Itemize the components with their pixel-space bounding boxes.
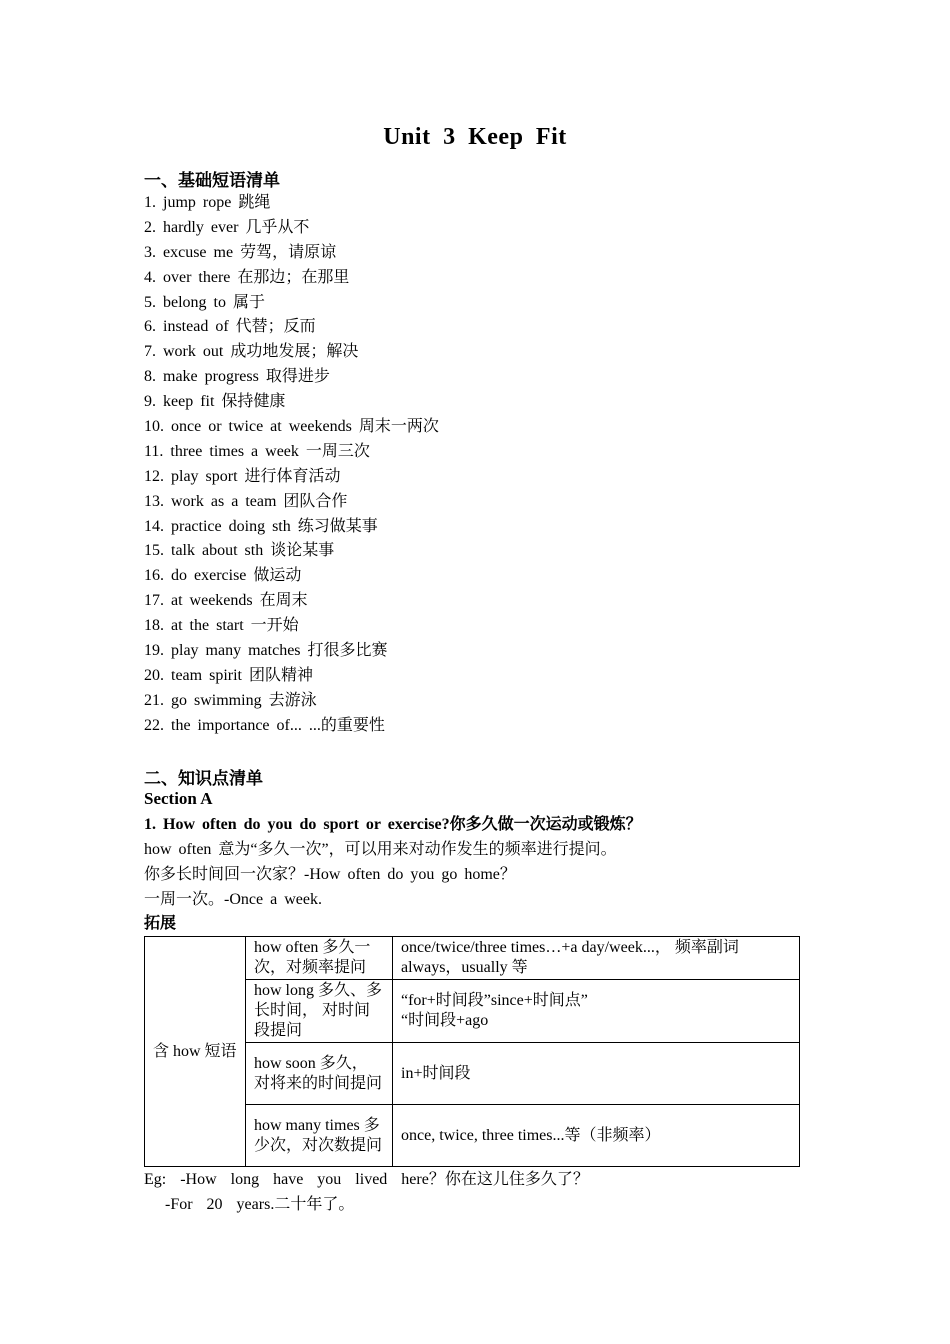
- phrase-list: [144, 191, 439, 739]
- table-phrase-cell: how long 多久、多长时间， 对时间段提问: [246, 980, 393, 1043]
- phrase-item: 9. keep fit 保持健康: [144, 393, 286, 411]
- phrase-item: 22. the importance of... ...的重要性: [144, 716, 385, 734]
- phrase-item: 10. once or twice at weekends 周末一两次: [144, 418, 439, 436]
- point1-title: 1. How often do you do sport or exercise?你多久做一次运动或锻炼？: [144, 816, 642, 833]
- phrase-item: 18. at the start 一开始: [144, 617, 299, 635]
- phrase-item: 20. team spirit 团队精神: [144, 666, 313, 684]
- phrase-item: 8. make progress 取得进步: [144, 368, 330, 386]
- table-usage-cell: once, twice, three times...等（非频率）: [393, 1105, 800, 1167]
- how-phrases-table: [144, 936, 800, 1167]
- table-phrase-cell: how soon 多久， 对将来的时间提问: [246, 1043, 393, 1105]
- point1-line: 一周一次。-Once a week.: [144, 891, 322, 908]
- section-a-label: Section A: [144, 789, 213, 808]
- phrase-item: 12. play sport 进行体育活动: [144, 467, 341, 485]
- point1-line: how often 意为“多久一次”，可以用来对动作发生的频率进行提问。: [144, 841, 617, 858]
- phrase-item: 15. talk about sth 谈论某事: [144, 542, 335, 560]
- phrase-item: 19. play many matches 打很多比赛: [144, 642, 388, 660]
- phrase-item: 3. excuse me 劳驾，请原谅: [144, 243, 337, 261]
- phrase-item: 21. go swimming 去游泳: [144, 691, 317, 709]
- phrase-item: 5. belong to 属于: [144, 293, 265, 311]
- extension-label: 拓展: [144, 915, 177, 932]
- table-usage-cell: once/twice/three times…+a day/week...， 频率副词 always，usually 等: [393, 937, 800, 980]
- phrase-item: 4. over there 在那边；在那里: [144, 268, 350, 286]
- phrase-item: 7. work out 成功地发展；解决: [144, 343, 359, 361]
- point1-line: 你多长时间回一次家？-How often do you go home？: [144, 866, 516, 883]
- table-phrase-cell: how many times 多少次，对次数提问: [246, 1105, 393, 1167]
- table-usage-cell: “for+时间段”since+时间点” “时间段+ago: [393, 980, 800, 1043]
- example-line: -For 20 years.二十年了。: [144, 1196, 355, 1213]
- phrase-item: 11. three times a week 一周三次: [144, 442, 370, 460]
- phrase-item: 13. work as a team 团队合作: [144, 492, 348, 510]
- table-usage-cell: in+时间段: [393, 1043, 800, 1105]
- phrase-item: 6. instead of 代替；反而: [144, 318, 316, 336]
- phrase-item: 1. jump rope 跳绳: [144, 194, 271, 211]
- table-category-cell: 含 how 短语: [145, 937, 246, 1167]
- phrase-item: 14. practice doing sth 练习做某事: [144, 517, 378, 535]
- section-heading-knowledge: 二、知识点清单: [144, 769, 263, 789]
- table-row: [145, 937, 800, 980]
- table-phrase-cell: how often 多久一次，对频率提问: [246, 937, 393, 980]
- example-line: Eg: -How long have you lived here？你在这儿住多久了？: [144, 1171, 589, 1188]
- page-title: Unit 3 Keep Fit: [383, 124, 567, 150]
- phrase-item: 17. at weekends 在周末: [144, 592, 308, 610]
- section-heading-phrases: 一、基础短语清单: [144, 171, 280, 191]
- phrase-item: 2. hardly ever 几乎从不: [144, 218, 310, 236]
- phrase-item: 16. do exercise 做运动: [144, 567, 302, 585]
